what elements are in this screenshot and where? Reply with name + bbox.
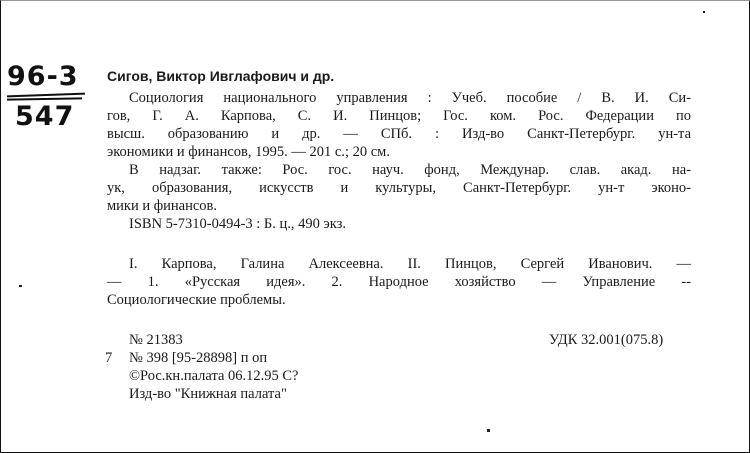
tracing-line-2: — 1. «Русская идея». 2. Народное хозяйство — Управление -- <box>107 274 691 290</box>
speck <box>487 429 490 432</box>
handwritten-shelf-mark-top: 96-3 <box>7 61 79 92</box>
note-line-1: В надзаг. также: Рос. гос. науч. фонд, Междунар. слав. акад. на- <box>129 162 691 178</box>
speck <box>19 285 22 287</box>
order-number: № 398 [95-28898] п оп <box>129 350 268 366</box>
card-number: № 21383 <box>129 332 183 348</box>
card-author: Сигов, Виктор Ивглафович и др. <box>107 68 335 84</box>
note-line-3: мики и финансов. <box>107 198 218 214</box>
isbn-line: ISBN 5-7310-0494-3 : Б. ц., 490 экз. <box>129 216 346 232</box>
order-prefix: 7 <box>105 350 113 366</box>
title-line-1: Социология национального управления : Учеб. пособие / В. И. Си- <box>129 90 691 106</box>
tracing-line-1: I. Карпова, Галина Алексеевна. II. Пинцов, Сергей Иванович. — <box>129 256 691 272</box>
speck <box>703 11 705 13</box>
title-line-4: экономики и финансов, 1995. — 201 с.; 20 см. <box>107 144 390 160</box>
udk-code: УДК 32.001(075.8) <box>549 332 664 348</box>
publisher-line: Изд-во "Книжная палата" <box>129 386 287 402</box>
title-line-2: гов, Г. А. Карпова, С. И. Пинцов; Гос. ком. Рос. Федерации по <box>107 108 691 124</box>
tracing-line-3: Социологические проблемы. <box>107 292 286 308</box>
handwritten-shelf-mark-bottom: 547 <box>15 101 75 132</box>
note-line-2: ук, образования, искусств и культуры, Санкт-Петербург. ун-т эконо- <box>107 180 691 196</box>
title-line-3: высш. образованию и др. — СПб. : Изд-во Санкт-Петербург. ун-та <box>107 126 691 142</box>
book-chamber-stamp: ©Рос.кн.палата 06.12.95 С? <box>129 368 299 384</box>
